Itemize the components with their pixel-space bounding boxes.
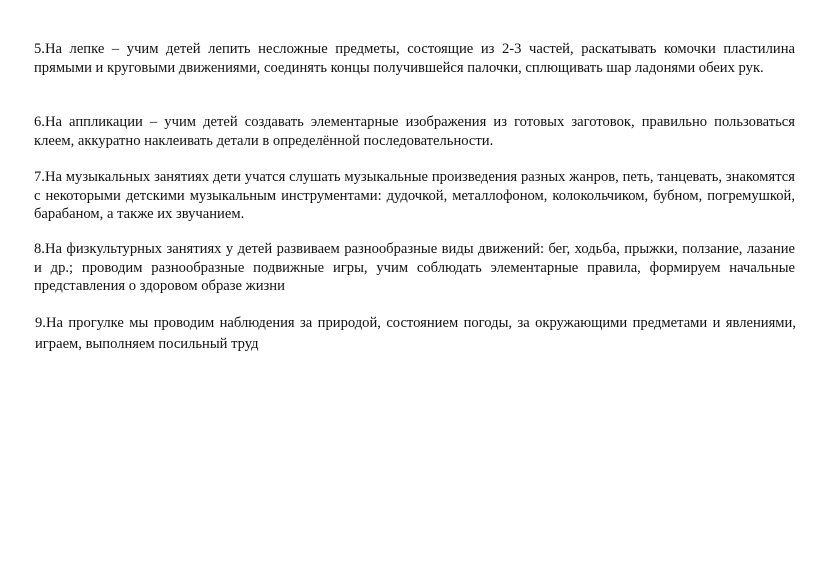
- paragraph-physical-education: 8.На физкультурных занятиях у детей развиваем разнообразные виды движений: бег, ходьба, прыжки, ползание, лазание и др.; проводим разнообразные подвижные игры, учим соблюдать элементарные правила, формируем начальные представления о здоровом образе жизни: [34, 241, 795, 294]
- paragraph-modeling: 5.На лепке – учим детей лепить несложные предметы, состоящие из 2-3 частей, раскатывать комочки пластилина прямыми и круговыми движениями, соединять концы получившейся палочки, сплющивать шар ладонями обеих рук.: [34, 41, 795, 76]
- paragraph-music: 7.На музыкальных занятиях дети учатся слушать музыкальные произведения разных жанров, петь, танцевать, знакомятся с некоторыми детскими музыкальным инструментами: дудочкой, металлофоном, колокольчиком, бубном, погремушкой, барабаном, а также их звучанием.: [34, 169, 795, 222]
- paragraph-walk: 9.На прогулке мы проводим наблюдения за природой, состоянием погоды, за окружающими предметами и явлениями, играем, выполняем посильный труд: [35, 315, 796, 352]
- paragraph-applique: 6.На аппликации – учим детей создавать элементарные изображения из готовых заготовок, правильно пользоваться клеем, аккуратно наклеивать детали в определённой последовательности.: [34, 114, 795, 149]
